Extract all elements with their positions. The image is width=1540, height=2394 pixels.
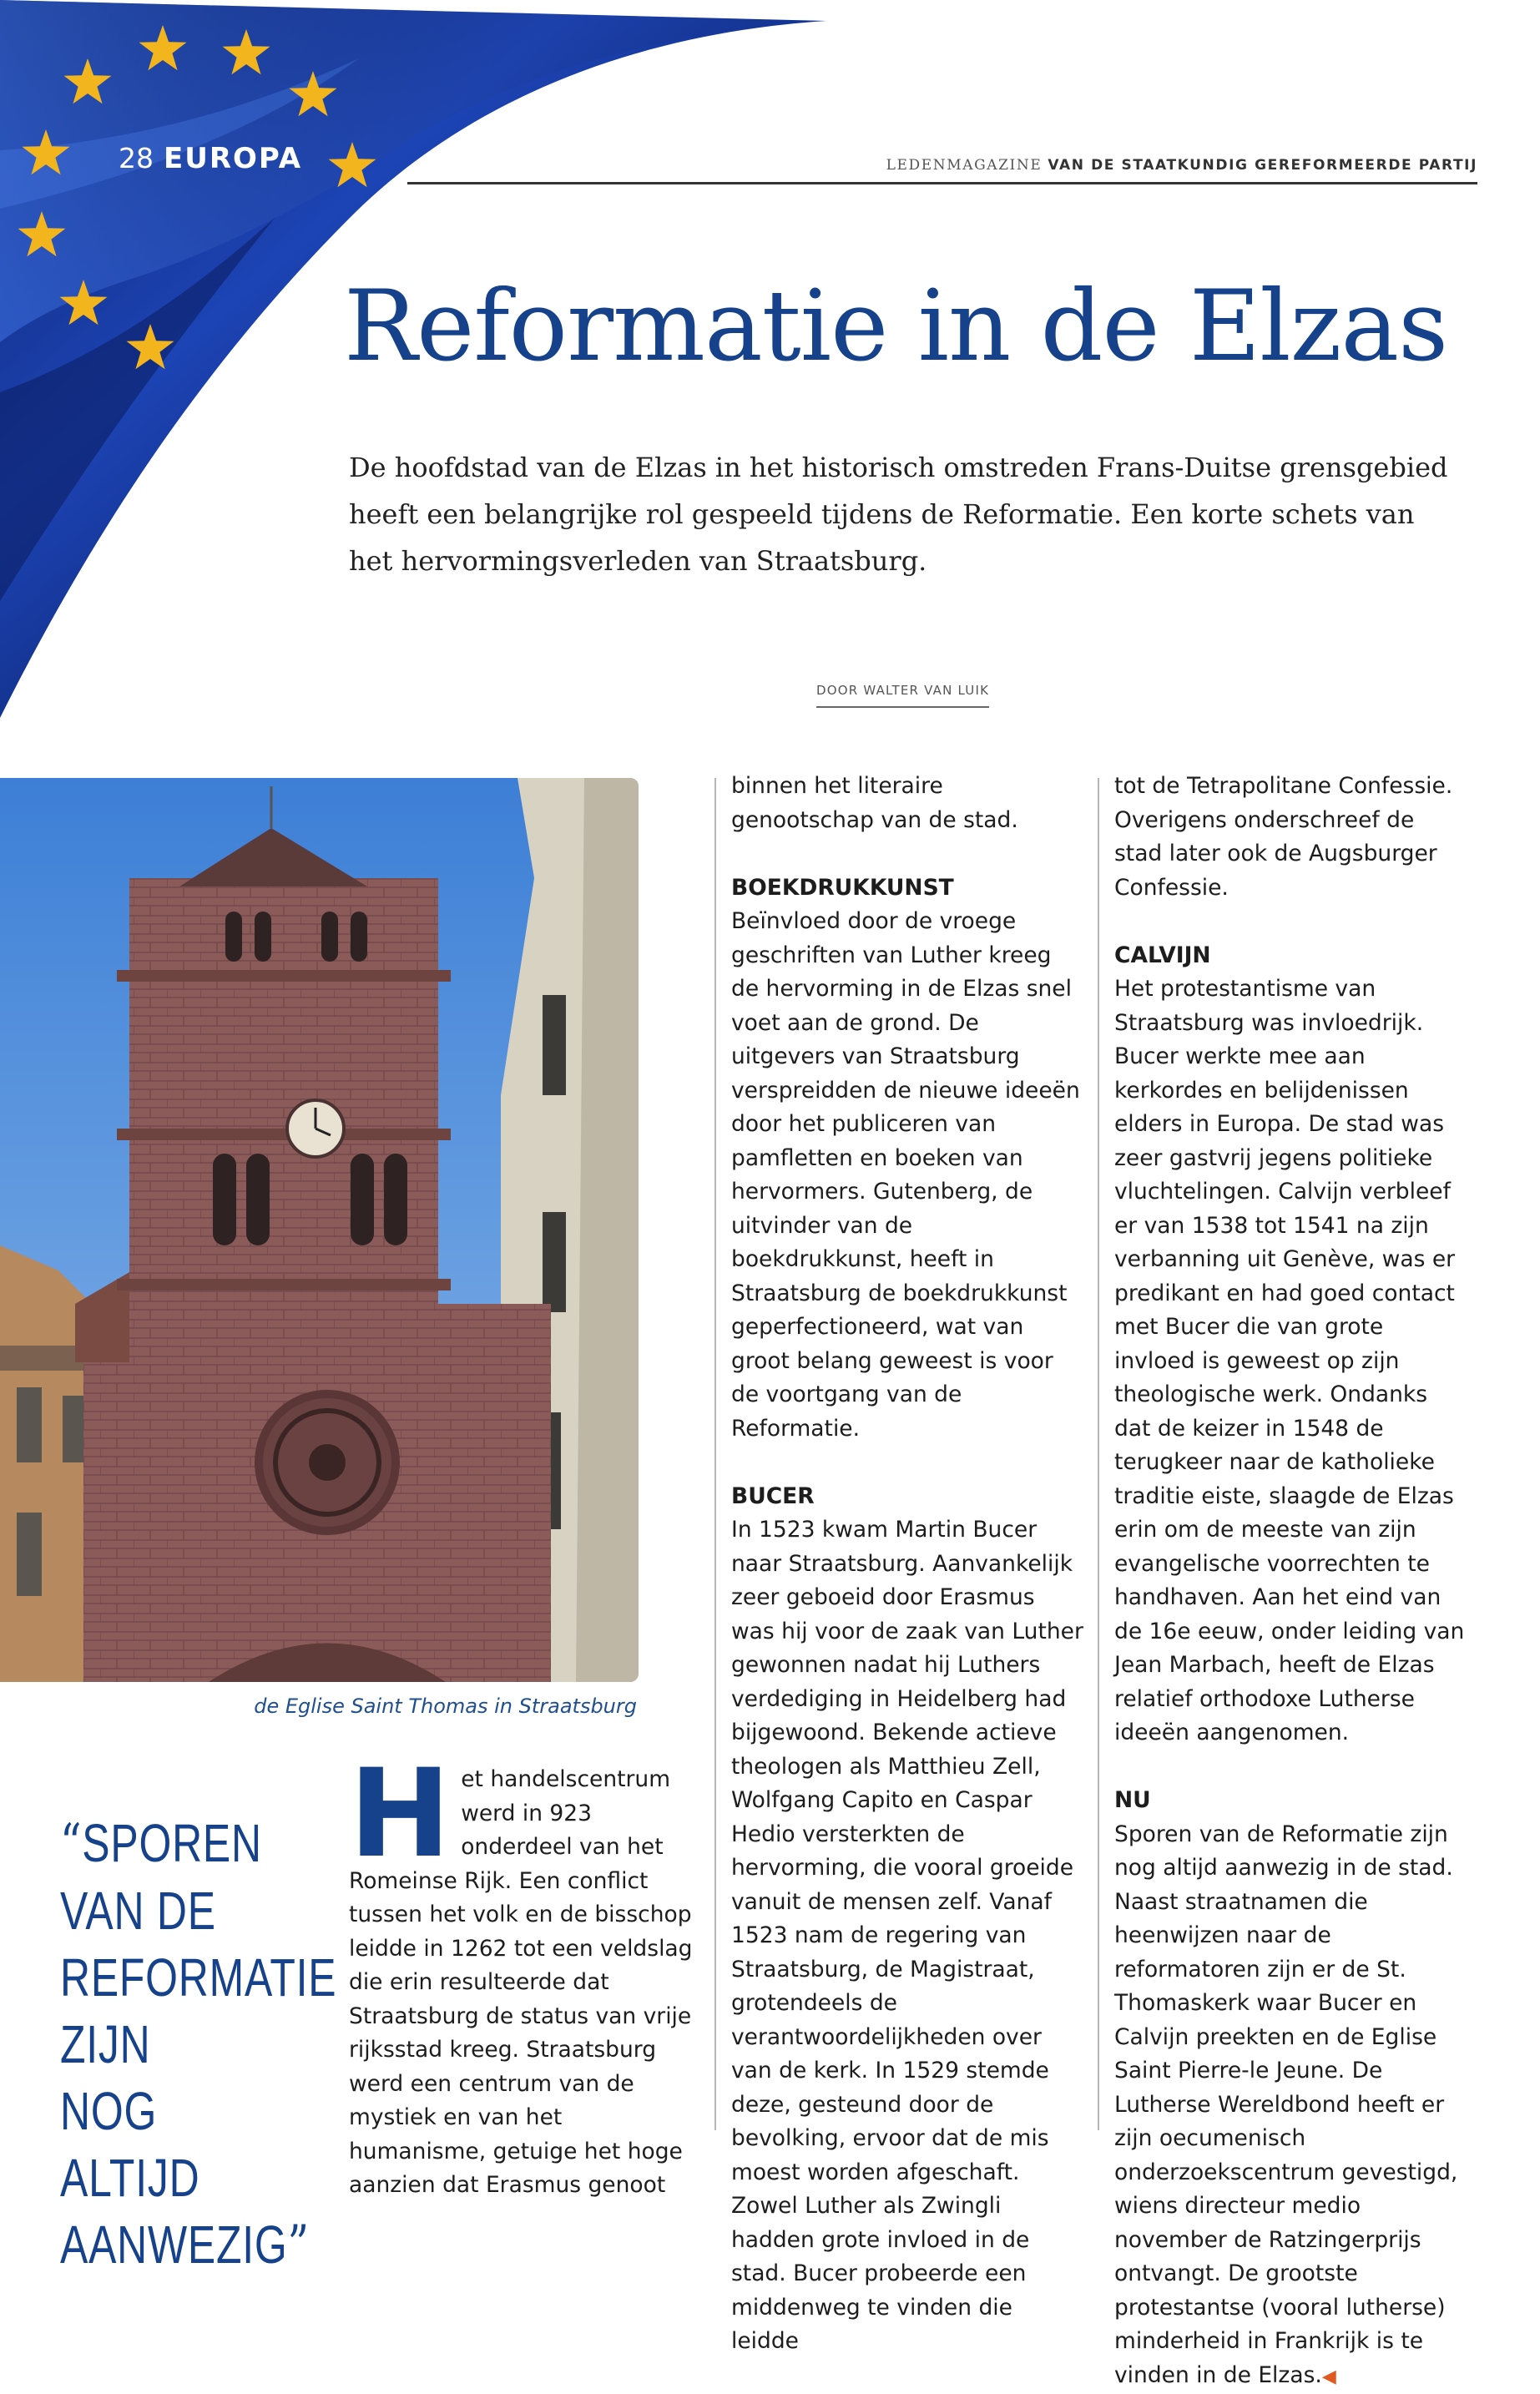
paragraph	[1114, 1818, 1467, 2394]
pull-quote	[60, 1810, 255, 2279]
paragraph: Het protestantisme van Straatsburg was invloedrijk. Bucer werkte mee aan kerkordes en belijdenissen elders in Europa. De stad was zeer gastvrij jegens politieke vluchtelingen. Calvijn verbleef er van 1538 tot 1541 na zijn verbanning uit Genève, was er predikant en had goed contact met Bucer die van grote invloed is geweest op zijn theologische werk. Ondanks dat de keizer in 1548 de terugkeer naar de katholieke traditie eiste, slaagde de Elzas erin om de meeste van zijn evangelische voorrechten te handhaven. Aan het eind van de 16e eeuw, onder leiding van Jean Marbach, heeft de Elzas relatief orthodoxe Lutherse ideeën aangenomen.	[1114, 972, 1467, 1750]
text-column-2	[731, 770, 1083, 2359]
page-header	[119, 142, 302, 175]
column-divider	[1098, 778, 1099, 2130]
open-quote-mark: “	[60, 1813, 82, 1875]
pull-quote-text: SPOREN VAN DE REFORMATIE ZIJN NOG ALTIJD AANWEZIG	[60, 1813, 336, 2275]
paragraph: tot de Tetrapolitane Confessie. Overigens onderschreef de stad later ook de Augsburger Confessie.	[1114, 770, 1467, 905]
drop-cap: H	[349, 1765, 451, 1863]
close-quote-mark: ”	[287, 2215, 309, 2276]
subheading-calvijn: CALVIJN	[1114, 939, 1467, 973]
church-photo	[0, 778, 639, 1682]
subheading-bucer: BUCER	[731, 1480, 1083, 1514]
subheading-boekdrukkunst: BOEKDRUKKUNST	[731, 871, 1083, 906]
text-column-3	[1114, 770, 1467, 2394]
masthead-bold: VAN DE STAATKUNDIG GEREFORMEERDE PARTIJ	[1048, 157, 1477, 174]
subheading-nu: NU	[1114, 1784, 1467, 1818]
triangle-left-icon: ◀	[1322, 2366, 1336, 2387]
paragraph: In 1523 kwam Martin Bucer naar Straatsburg. Aanvankelijk zeer geboeid door Erasmus was hij voor de zaak van Luther gewonnen nadat hij Luthers verdediging in Heidelberg had bijgewoond. Bekende actieve theologen als Matthieu Zell, Wolfgang Capito en Caspar Hedio versterkten de hervorming, die vooral groeide vanuit de mensen zelf. Vanaf 1523 nam de regering van Straatsburg, de Magistraat, grotendeels de verantwoordelijkheden over van de kerk. In 1529 stemde deze, gesteund door de bevolking, ervoor dat de mis moest worden afgeschaft. Zowel Luther als Zwingli hadden grote invloed in de stad. Bucer probeerde een middenweg te vinden die leidde	[731, 1513, 1083, 2359]
paragraph	[349, 1763, 701, 2203]
magazine-masthead	[886, 157, 1477, 174]
paragraph-text: Sporen van de Reformatie zijn nog altijd aanwezig in de stad. Naast straatnamen die heenwijzen naar de reformatoren zijn er de St. Thomaskerk waar Bucer en Calvijn preekten en de Eglise Saint Pierre-le Jeune. De Lutherse Wereldbond heeft er zijn oecumenisch onderzoekscentrum gevestigd, wiens directeur medio november de Ratzingerprijs ontvangt. De grootste protestantse (vooral lutherse) minderheid in Frankrijk is te vinden in de Elzas.	[1114, 1821, 1457, 2388]
photo-caption: de Eglise Saint Thomas in Straatsburg	[254, 1694, 637, 1718]
byline: DOOR WALTER VAN LUIK	[816, 683, 989, 708]
paragraph-text: et handelscentrum werd in 923 onderdeel van het Romeinse Rijk. Een conflict tussen het volk en de bisschop leidde in 1262 tot een veldslag die erin resulteerde dat Straatsburg de status van vrije rijksstad kreeg. Straatsburg werd een centrum van de mystiek en van het humanisme, getuige het hoge aanzien dat Erasmus genoot	[349, 1766, 693, 2198]
column-divider	[714, 778, 716, 2130]
section-label: EUROPA	[164, 142, 302, 175]
paragraph: binnen het literaire genootschap van de stad.	[731, 770, 1083, 837]
article-title: Reformatie in de Elzas	[344, 269, 1447, 383]
paragraph: Beïnvloed door de vroege geschriften van Luther kreeg de hervorming in de Elzas snel voet aan de grond. De uitgevers van Straatsburg verspreidden de nieuwe ideeën door het publiceren van pamfletten en boeken van hervormers. Gutenberg, de uitvinder van de boekdrukkunst, heeft in Straatsburg de boekdrukkunst geperfectioneerd, wat van groot belang geweest is voor de voortgang van de Reformatie.	[731, 905, 1083, 1446]
masthead-light: LEDENMAGAZINE	[886, 157, 1043, 174]
page-number: 28	[119, 142, 154, 174]
article-intro: De hoofdstad van de Elzas in het historisch omstreden Frans-Duitse grensgebied heeft een belangrijke rol gespeeld tijdens de Reformatie. Een korte schets van het hervormingsverleden van Straatsburg.	[349, 444, 1459, 584]
text-column-1	[349, 1763, 701, 2203]
header-rule	[407, 182, 1477, 184]
